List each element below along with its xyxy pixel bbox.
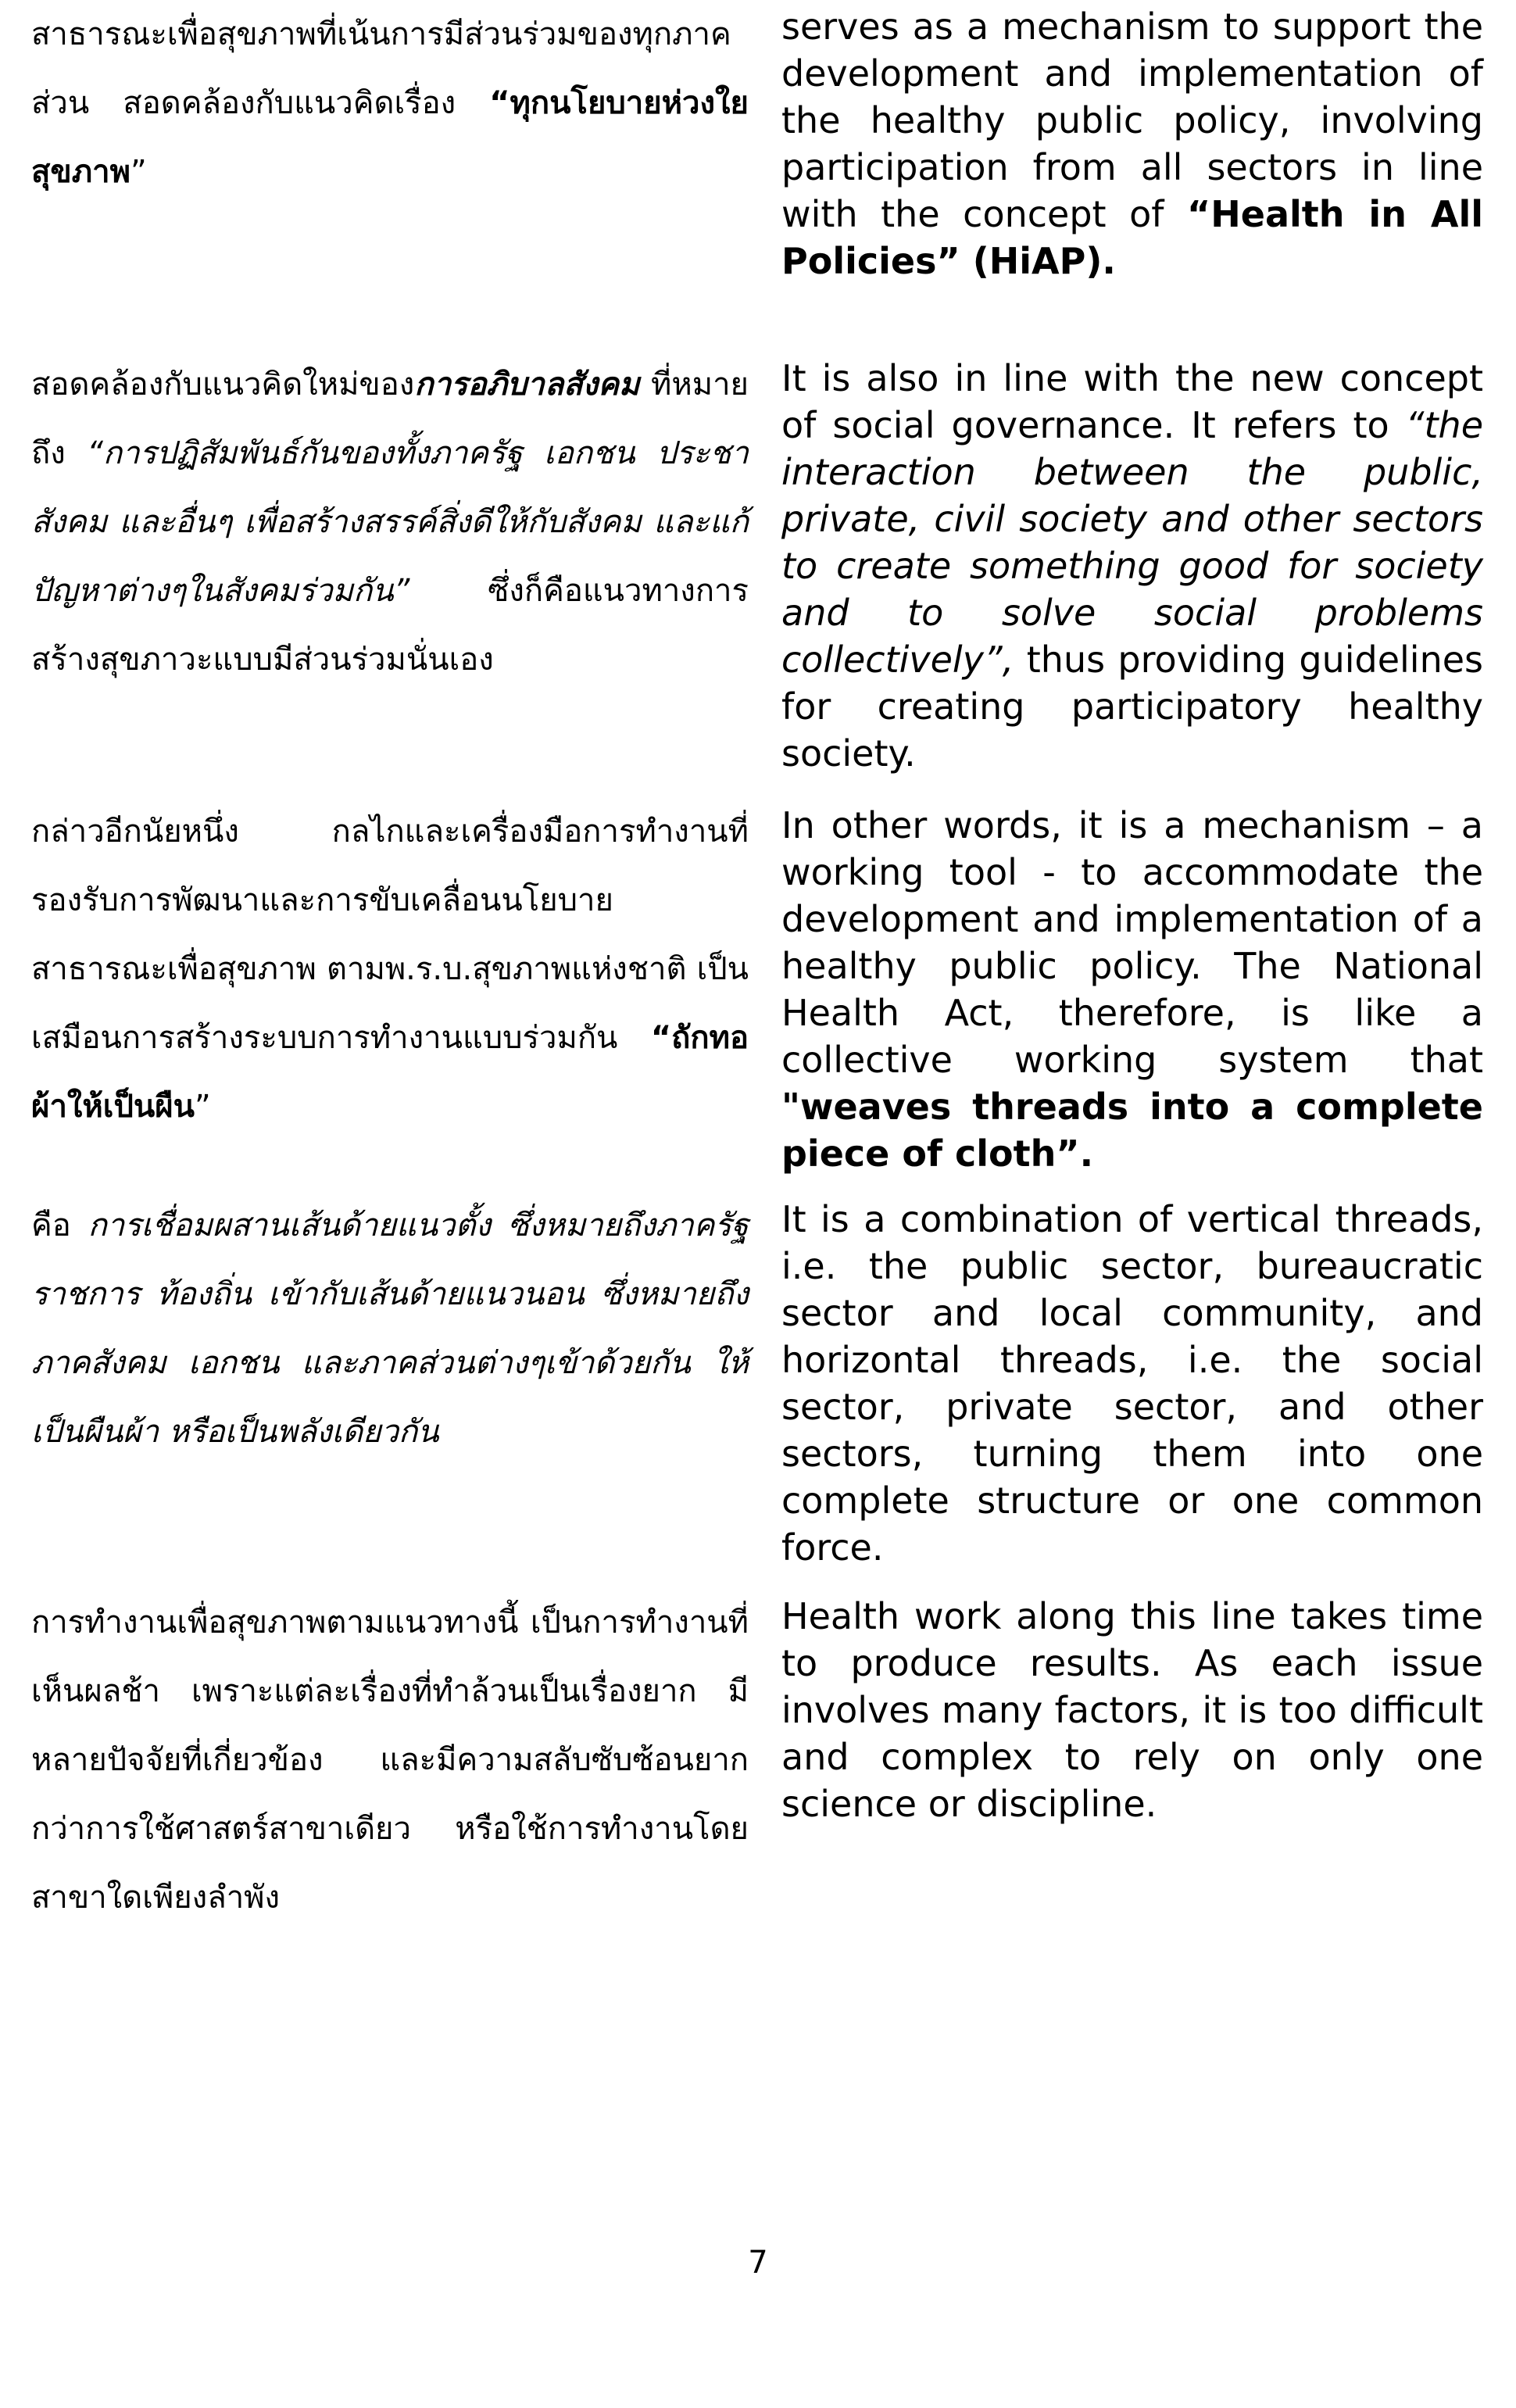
thai-paragraph — [31, 1588, 749, 1932]
thai-paragraph — [31, 0, 749, 206]
english-paragraph — [781, 802, 1483, 1177]
english-text: It is also in line with the new concept of social governance. It refers to — [781, 357, 1483, 446]
thai-italic-text: การเชื่อมผสานเส้นด้ายแนวตั้ง ซึ่งหมายถึงภาครัฐ ราชการ ท้องถิ่น เข้ากับเส้นด้ายแนวนอน ซึ่งหมายถึง ภาคสังคม เอกชน และภาคส่วนต่างๆเข้าด้วยกัน ให้เป็นผืนผ้า หรือเป็นพลังเดียวกัน — [31, 1208, 749, 1450]
thai-text: สอดคล้องกับแนวคิดใหม่ของ — [31, 367, 415, 403]
thai-text: กล่าวอีกนัยหนึ่ง กลไกและเครื่องมือการทำงานที่รองรับการพัฒนาและการขับเคลื่อนนโยบายสาธารณะเพื่อสุขภาพ ตามพ.ร.บ.สุขภาพแห่งชาติ เป็นเสมือนการสร้างระบบการทำงานแบบร่วมกัน — [31, 814, 749, 1056]
thai-bold-text: “ถักทอผ้าให้เป็นผืน — [31, 1020, 749, 1125]
thai-bold-text: “ทุกนโยบายห่วงใยสุขภาพ — [31, 85, 749, 190]
english-text: Health work along this line takes time to produce results. As each issue involves many factors, it is too difficult and complex to rely on only one science or discipline. — [781, 1595, 1483, 1825]
thai-text: คือ — [31, 1208, 88, 1243]
thai-text: สาธารณะเพื่อสุขภาพที่เน้นการมีส่วนร่วมของทุกภาค ส่วน สอดคล้องกับแนวคิดเรื่อง — [31, 16, 731, 121]
thai-text: การทำงานเพื่อสุขภาพตามแนวทางนี้ เป็นการทำงานที่เห็นผลช้า เพราะแต่ละเรื่องที่ทำล้วนเป็นเรื่องยาก มีหลายปัจจัยที่เกี่ยวข้อง และมีความสลับซับซ้อนยากกว่าการใช้ศาสตร์สาขาเดียว หรือใช้การทำงานโดยสาขาใดเพียงลำพัง — [31, 1605, 749, 1916]
thai-text: ที่หมายถึง — [31, 367, 749, 471]
english-text: serves as a mechanism to support the development and implementation of the healthy public policy, involving participation from all sectors in line with the concept of — [781, 5, 1483, 235]
english-text: thus providing guidelines for creating participatory healthy society. — [781, 639, 1483, 775]
english-paragraph — [781, 1196, 1483, 1571]
english-italic-text: “the interaction between the public, private, civil society and other sectors to create something good for society and to solve social problems collectively”, — [781, 404, 1483, 681]
thai-text: ” — [194, 1089, 211, 1125]
thai-paragraph — [31, 1191, 749, 1466]
page-number: 7 — [748, 2245, 768, 2281]
thai-text: ซึ่งก็คือแนวทางการสร้างสุขภาวะแบบมีส่วนร่วมนั่นเอง — [31, 573, 749, 678]
english-paragraph — [781, 355, 1483, 777]
english-text: It is a combination of vertical threads, i.e. the public sector, bureaucratic sector and local community, and horizontal threads, i.e. the social sector, private sector, and other sectors, turning them into one complete structure or one common force. — [781, 1198, 1483, 1569]
thai-italic-text: “การปฏิสัมพันธ์กันของทั้งภาครัฐ เอกชน ประชาสังคม และอื่นๆ เพื่อสร้างสรรค์สิ่งดีให้กับสังคม และแก้ปัญหาต่างๆในสังคมร่วมกัน” — [31, 435, 749, 609]
thai-paragraph — [31, 350, 749, 694]
english-bold-text: "weaves threads into a complete piece of cloth”. — [781, 1086, 1483, 1175]
english-text: In other words, it is a mechanism – a working tool - to accommodate the development and implementation of a healthy public policy. The National Health Act, therefore, is like a collective working system that — [781, 804, 1483, 1081]
english-bold-text: “Health in All Policies” (HiAP). — [781, 193, 1484, 282]
thai-text: ” — [130, 154, 147, 190]
english-paragraph — [781, 1593, 1483, 1827]
thai-bold-italic-text: การอภิบาลสังคม — [414, 367, 640, 403]
thai-paragraph — [31, 797, 749, 1141]
english-paragraph — [781, 3, 1483, 284]
